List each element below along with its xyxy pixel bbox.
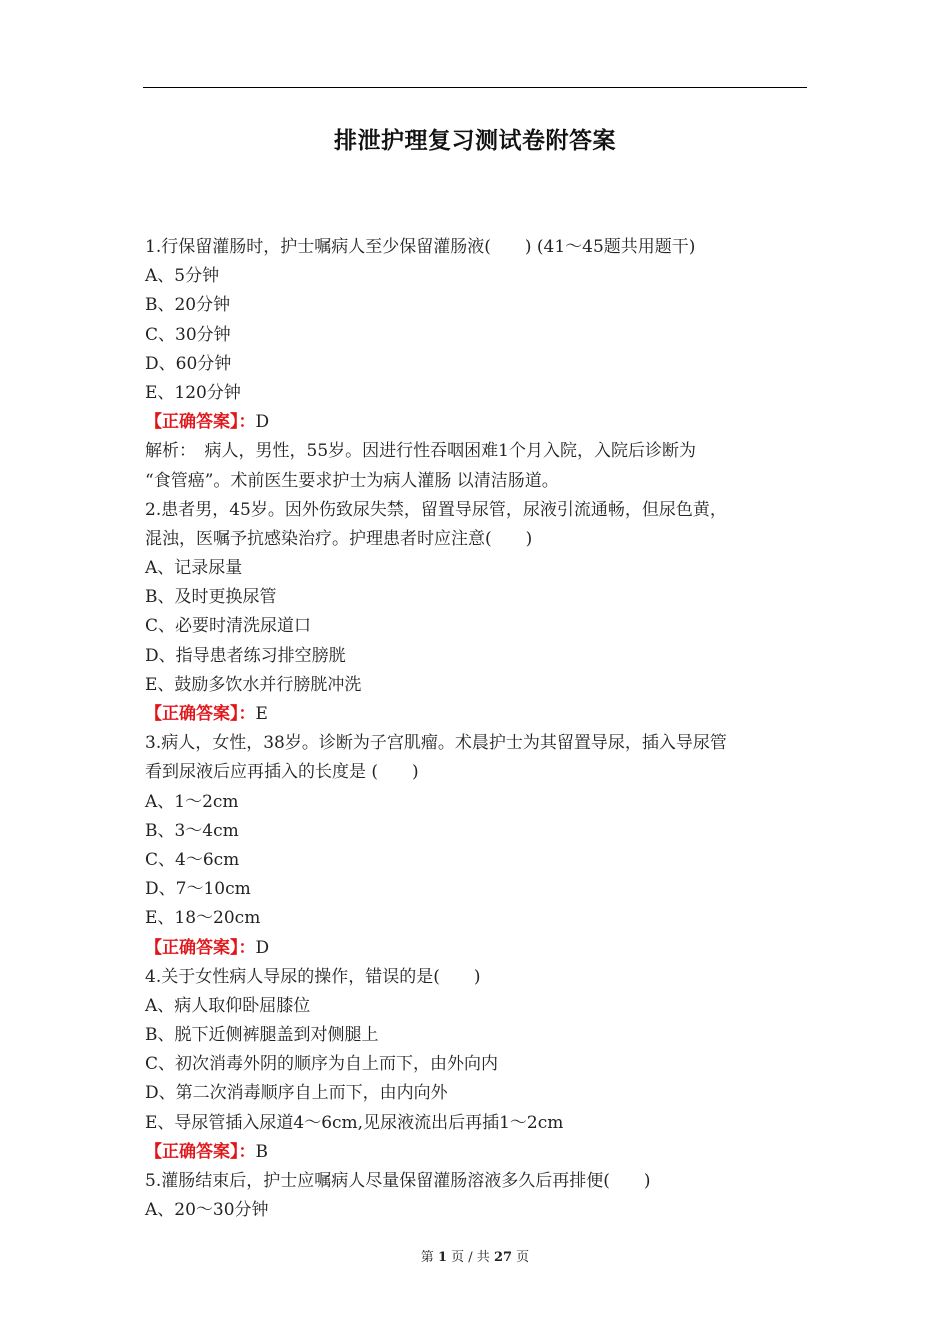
option: B、脱下近侧裤腿盖到对侧腿上 (145, 1025, 379, 1046)
option: D、第二次消毒顺序自上而下，由内向外 (145, 1083, 448, 1104)
option: A、记录尿量 (145, 558, 243, 579)
option: B、20分钟 (145, 295, 231, 316)
analysis-line: “食管癌”。术前医生要求护士为病人灌肠 以清洁肠道。 (145, 470, 559, 491)
option: C、4～6cm (145, 849, 240, 870)
option: E、导尿管插入尿道4～6cm,见尿液流出后再插1～2cm (145, 1112, 564, 1133)
answer-value: E (255, 704, 268, 724)
question-stem: 1.行保留灌肠时，护士嘱病人至少保留灌肠液( ) (41～45题共用题干) (145, 237, 696, 257)
analysis-line: 解析： 病人，男性，55岁。因进行性吞咽困难1个月入院，入院后诊断为 (145, 441, 696, 462)
option: B、及时更换尿管 (145, 587, 277, 608)
option: D、7～10cm (145, 879, 251, 900)
answer-row (145, 1138, 810, 1167)
option: C、必要时清洗尿道口 (145, 616, 312, 637)
option: A、病人取仰卧屈膝位 (145, 995, 311, 1016)
header-rule (143, 87, 807, 88)
option: B、3～4cm (145, 820, 239, 841)
question-stem: 5.灌肠结束后，护士应嘱病人尽量保留灌肠溶液多久后再排便( ) (145, 1171, 651, 1191)
option: E、鼓励多饮水并行膀胱冲洗 (145, 674, 362, 695)
footer-prefix: 第 (420, 1250, 434, 1265)
footer-suffix: 页 (516, 1250, 530, 1265)
answer-label: 【正确答案】： (145, 704, 256, 724)
page-footer (0, 1246, 950, 1265)
option: A、20～30分钟 (145, 1200, 269, 1221)
question-stem: 4.关于女性病人导尿的操作，错误的是( ) (145, 966, 481, 987)
total-pages-number: 27 (493, 1250, 513, 1265)
option: E、18～20cm (145, 908, 261, 929)
option: E、120分钟 (145, 382, 241, 403)
option: A、1～2cm (145, 791, 239, 812)
option: D、指导患者练习排空膀胱 (145, 645, 346, 666)
option: D、60分钟 (145, 353, 232, 374)
document-title: 排泄护理复习测试卷附答案 (334, 128, 616, 154)
option: C、30分钟 (145, 324, 231, 345)
answer-label: 【正确答案】： (145, 1141, 256, 1162)
question-stem: 3.病人，女性，38岁。诊断为子宫肌瘤。术晨护士为其留置导尿，插入导尿管 (145, 733, 727, 754)
question-stem-cont: 混浊，医嘱予抗感染治疗。护理患者时应注意( ) (145, 528, 533, 549)
question-stem-cont: 看到尿液后应再插入的长度是 ( ) (145, 762, 419, 783)
option: C、初次消毒外阴的顺序为自上而下，由外向内 (145, 1054, 499, 1075)
question-stem: 2.患者男，45岁。因外伤致尿失禁，留置导尿管，尿液引流通畅，但尿色黄， (145, 499, 727, 520)
answer-value: B (255, 1141, 268, 1162)
answer-value: D (255, 937, 270, 958)
answer-row (145, 700, 810, 729)
option: A、5分钟 (145, 266, 220, 287)
answer-label: 【正确答案】： (145, 937, 256, 958)
answer-row (145, 934, 810, 963)
answer-label: 【正确答案】： (145, 412, 256, 433)
question-list (145, 233, 810, 1225)
answer-row (145, 408, 810, 437)
footer-middle: 页 / 共 (451, 1250, 490, 1265)
current-page-number: 1 (437, 1250, 447, 1265)
answer-value: D (255, 412, 270, 433)
